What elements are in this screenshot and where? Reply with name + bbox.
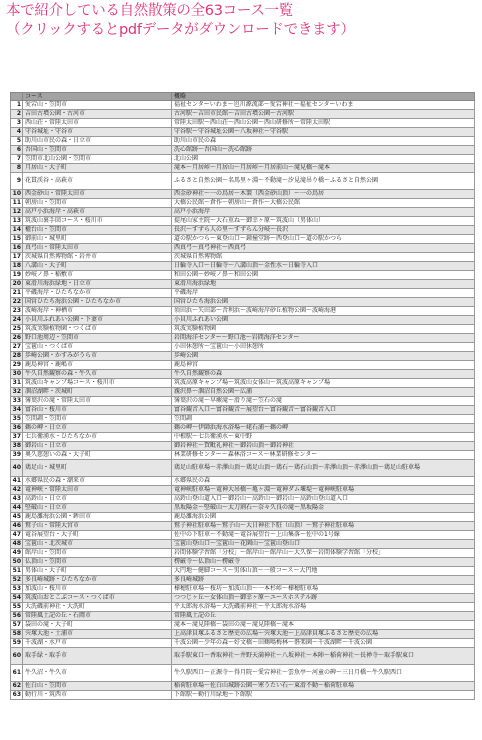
course-summary: 筑波実験植物園: [172, 325, 475, 334]
table-row[interactable]: [11, 146, 475, 155]
table-row[interactable]: [11, 128, 475, 137]
course-summary: 小貝川ふれあい公園: [172, 316, 475, 325]
table-row[interactable]: [11, 567, 475, 576]
table-row[interactable]: [11, 504, 475, 513]
table-row[interactable]: [11, 137, 475, 146]
course-number: 61: [11, 665, 23, 682]
course-summary: 平磯海岸: [172, 289, 475, 298]
table-row[interactable]: [11, 486, 475, 495]
course-summary: 上高津貝塚ふるさと歴史の広場〜宍塚大池〜上高津貝塚ふるさと歴史の広場: [172, 630, 475, 639]
table-row[interactable]: [11, 665, 475, 682]
course-number: 19: [11, 271, 23, 280]
course-name-link[interactable]: 堅破山・日立市: [23, 504, 172, 513]
course-name-link[interactable]: 真弓山・常陸太田市: [23, 244, 172, 253]
course-number: 57: [11, 621, 23, 630]
course-name-link[interactable]: 加波山・桜川市: [23, 585, 172, 594]
course-number: 41: [11, 477, 23, 486]
course-name-link[interactable]: 月居山・大子町: [23, 164, 172, 173]
course-number: 8: [11, 164, 23, 173]
course-summary: 鹿島神宮: [172, 361, 475, 370]
course-name-link[interactable]: 東滑川海浜緑地・日立市: [23, 280, 172, 289]
course-summary: 東滑川海浜緑地: [172, 280, 475, 289]
course-number: 4: [11, 128, 23, 137]
course-summary: 大円地〜健脚コース〜男体山頂〜一般コース〜大円地: [172, 567, 475, 576]
course-name-link[interactable]: 高鈴山・日立市: [23, 495, 172, 504]
course-name-link[interactable]: 筑波山おとこぶコース・つくば市: [23, 594, 172, 603]
table-row[interactable]: [11, 164, 475, 173]
course-summary: 須田浜〜矢田部〜舎利浜〜波崎海岸砂丘植物公園〜波崎海港: [172, 307, 475, 316]
table-row[interactable]: [11, 682, 475, 691]
course-number: 37: [11, 433, 23, 442]
course-number: 36: [11, 424, 23, 433]
table-row[interactable]: [11, 621, 475, 630]
course-number: 50: [11, 558, 23, 567]
course-name-link[interactable]: 妙岐ノ鼻・稲敷市: [23, 271, 172, 280]
table-row[interactable]: [11, 173, 475, 190]
course-summary: 牛久駅西口〜正源寺〜得月院〜愛宕神社〜雲魚亭〜河童の碑〜三日月橋〜牛久駅西口: [172, 665, 475, 682]
course-number: 53: [11, 585, 23, 594]
course-number: 9: [11, 173, 23, 190]
course-name-link[interactable]: 筑波山裏手回コース・桜川市: [23, 217, 172, 226]
course-summary: 助川山市民の森: [172, 137, 475, 146]
course-summary: 多良崎城跡: [172, 576, 475, 585]
course-summary: 高鈴山登山道入口〜御岩山〜高鈴山〜御岩山〜高鈴山登山道入口: [172, 495, 475, 504]
table-row[interactable]: [11, 691, 475, 700]
course-name-link[interactable]: 男体山・大子町: [23, 567, 172, 576]
course-number: 1: [11, 101, 23, 110]
course-summary: 鹿島灘海浜公園: [172, 513, 475, 522]
course-summary: 道の駅かつら〜東登山口〜鐘撞堂跡〜西登山口〜道の駅かつら: [172, 235, 475, 244]
course-number: 3: [11, 119, 23, 128]
course-summary: 林業研修センター〜森林浴コース〜林業研修センター: [172, 451, 475, 460]
table-row[interactable]: [11, 594, 475, 603]
course-summary: 洗心館跡〜吾国山〜洗心館跡: [172, 146, 475, 155]
table-row[interactable]: [11, 451, 475, 460]
course-name-link[interactable]: 牛久沼・牛久市: [23, 665, 172, 682]
header-course: コース: [23, 93, 172, 101]
table-row[interactable]: [11, 208, 475, 217]
course-number: 5: [11, 137, 23, 146]
course-number: 13: [11, 217, 23, 226]
table-row[interactable]: [11, 244, 475, 253]
table-row[interactable]: [11, 334, 475, 343]
course-name-link[interactable]: 朝房山・笠間市: [23, 199, 172, 208]
course-name-link[interactable]: 多良崎城跡・ひたちなか市: [23, 576, 172, 585]
course-summary: 西金砂神社〜一の鳥居〜木製（西金砂山頂）〜一の鳥居: [172, 190, 475, 199]
table-row[interactable]: [11, 155, 475, 164]
course-name-link[interactable]: 袋田の滝・大子町: [23, 621, 172, 630]
course-name-link[interactable]: 宝篋山・つくば市: [23, 343, 172, 352]
course-summary: 大橋公民館〜倉作〜朝房山〜倉作〜大橋公民館: [172, 199, 475, 208]
course-number: 26: [11, 334, 23, 343]
course-number: 63: [11, 691, 23, 700]
course-summary: 平太郎海水浴場〜大洗磯前神社〜平太郎海水浴場: [172, 603, 475, 612]
course-name-link[interactable]: 鷲子山・常陸大宮市: [23, 522, 172, 531]
course-name-link[interactable]: 仏頂山・笠間市: [23, 558, 172, 567]
table-row[interactable]: [11, 415, 475, 424]
course-number: 58: [11, 630, 23, 639]
course-summary: 鵜の岬〜伊師浜海水浴場〜姥石浦〜鵜の岬: [172, 424, 475, 433]
course-name-link[interactable]: 御前山・城里町: [23, 235, 172, 244]
page-title: [6, 2, 476, 40]
table-row[interactable]: [11, 226, 475, 235]
course-summary: 取手駅東口〜香取神社〜井野天満神社〜八坂神社〜本陣〜稲荷神社〜長禅寺〜取手駅東口: [172, 648, 475, 665]
course-name-link[interactable]: 簿葉沢の滝・常陸太田市: [23, 397, 172, 406]
course-number: 6: [11, 146, 23, 155]
course-summary: 黒坂陽金〜堅破山〜太刀割石〜奈々久良の滝〜黒坂陽金: [172, 504, 475, 513]
table-row[interactable]: [11, 576, 475, 585]
course-number: 32: [11, 388, 23, 397]
table-row[interactable]: [11, 630, 475, 639]
course-number: 45: [11, 513, 23, 522]
course-name-link[interactable]: 權台山・笠間市: [23, 226, 172, 235]
course-number: 27: [11, 343, 23, 352]
table-row[interactable]: [11, 460, 475, 477]
course-number: 20: [11, 280, 23, 289]
course-summary: 筑波高原キャンプ場〜筑波山女体山〜筑波高原キャンプ場: [172, 379, 475, 388]
course-number: 18: [11, 262, 23, 271]
course-summary: 高戸小浜海岸: [172, 208, 475, 217]
course-summary: 富谷観音入口〜富谷観音〜展望台〜富谷観音〜富谷観音入口: [172, 406, 475, 415]
table-row[interactable]: [11, 648, 475, 665]
course-summary: 千波公園〜少年の森〜好文橋〜田鶴鳴梅林〜偕楽園〜千波湖畔〜千波公園: [172, 639, 475, 648]
course-name-link[interactable]: 千波湖・水戸市: [23, 639, 172, 648]
course-name-link[interactable]: 鵜の岬・日立市: [23, 424, 172, 433]
course-number: 40: [11, 460, 23, 477]
course-summary: 笠間調: [172, 415, 475, 424]
course-number: 54: [11, 594, 23, 603]
course-name-link[interactable]: 高戸小浜海岸・高萩市: [23, 208, 172, 217]
course-summary: 佐中の下駐車〜不動滝〜竜谷展望台〜上山集落〜佐中の1号線: [172, 531, 475, 540]
course-name-link[interactable]: 取手緑・取手市: [23, 648, 172, 665]
course-name-link[interactable]: 動行川・筑西市: [23, 691, 172, 700]
course-name-link[interactable]: 佐白山・笠間市: [23, 682, 172, 691]
table-row[interactable]: [11, 612, 475, 621]
course-summary: 西真弓〜真弓神社〜西真弓: [172, 244, 475, 253]
course-number: 30: [11, 370, 23, 379]
course-name-link[interactable]: 八溝山・大子町: [23, 262, 172, 271]
table-row[interactable]: [11, 433, 475, 442]
course-summary: 古河駅〜吉田市民館〜吉田古墳公園〜古河駅: [172, 110, 475, 119]
course-number: 48: [11, 540, 23, 549]
course-number: 39: [11, 451, 23, 460]
course-number: 62: [11, 682, 23, 691]
table-row[interactable]: [11, 235, 475, 244]
course-name-link[interactable]: 吉田古墳公園・古河市: [23, 110, 172, 119]
course-summary: 岩間体験学習館「分校」〜館岸山〜館岸山〜大久保〜岩間体験学習館「分校」: [172, 549, 475, 558]
course-name-link[interactable]: 波崎海岸・神栖市: [23, 307, 172, 316]
table-row[interactable]: [11, 361, 475, 370]
course-name-link[interactable]: 笠間調・笠間市: [23, 415, 172, 424]
course-summary: 楞厳寺〜仏頂山〜楞厳寺: [172, 558, 475, 567]
course-summary: 簿葉沢の滝〜早蕨滝〜滑り滝〜笠石の滝: [172, 397, 475, 406]
course-name-link[interactable]: 笠間市北山公園・笠間市: [23, 155, 172, 164]
course-name-link[interactable]: 守谷城址・守谷市: [23, 128, 172, 137]
header-summary: 概略: [172, 93, 475, 101]
course-summary: 親沢鼻〜涸沼自然公園〜広浦: [172, 388, 475, 397]
table-row[interactable]: [11, 343, 475, 352]
course-name-link[interactable]: 常陸風土記の丘・石岡市: [23, 612, 172, 621]
table-row[interactable]: [11, 370, 475, 379]
table-row[interactable]: [11, 110, 475, 119]
course-number: 33: [11, 397, 23, 406]
course-summary: 岩間海洋センター〜野口池〜岩間海洋センター: [172, 334, 475, 343]
course-number: 46: [11, 522, 23, 531]
course-summary: 鷲子神社駐車場〜鷲子山〜大日神社下駐（山頂）〜鷲子神社駐車場: [172, 522, 475, 531]
course-name-link[interactable]: 御岩山・日立市: [23, 442, 172, 451]
course-number: 34: [11, 406, 23, 415]
course-number: 47: [11, 531, 23, 540]
course-number: 43: [11, 495, 23, 504]
course-number: 38: [11, 442, 23, 451]
course-number: 15: [11, 235, 23, 244]
header-number: [11, 93, 23, 101]
course-number: 28: [11, 352, 23, 361]
course-number: 31: [11, 379, 23, 388]
course-summary: 常陸風土記の丘: [172, 612, 475, 621]
course-summary: 福祉センターいわま〜岜川源流部〜愛宕神社〜福祉センターいわま: [172, 101, 475, 110]
course-number: 44: [11, 504, 23, 513]
course-name-link[interactable]: 愛宕山・笠間市: [23, 101, 172, 110]
course-number: 2: [11, 110, 23, 119]
course-summary: 中根駅〜七兵衛湧水〜東中野: [172, 433, 475, 442]
course-summary: 長沢〜すずら人の里〜すずらん分岐〜長沢: [172, 226, 475, 235]
course-name-link[interactable]: 鹿島灘海浜公園・鉾田市: [23, 513, 172, 522]
course-name-link[interactable]: 涸沼湖畔・茨城町: [23, 388, 172, 397]
table-row[interactable]: [11, 307, 475, 316]
course-name-link[interactable]: 牛久自然観察の森・牛久市: [23, 370, 172, 379]
course-number: 52: [11, 576, 23, 585]
course-number: 11: [11, 199, 23, 208]
course-name-link[interactable]: 茨城県自然博物館・岩井市: [23, 253, 172, 262]
table-row[interactable]: [11, 352, 475, 361]
table-row[interactable]: [11, 190, 475, 199]
course-number: 17: [11, 253, 23, 262]
course-name-link[interactable]: 鹿島神宮・鹿嶋市: [23, 361, 172, 370]
course-table: [10, 92, 475, 700]
course-number: 14: [11, 226, 23, 235]
table-row[interactable]: [11, 540, 475, 549]
course-summary: 国営ひたち海浜公園: [172, 298, 475, 307]
table-row[interactable]: [11, 558, 475, 567]
course-number: 51: [11, 567, 23, 576]
table-row[interactable]: [11, 442, 475, 451]
course-name-link[interactable]: 国営ひたち海浜公園・ひたちなか市: [23, 298, 172, 307]
course-name-link[interactable]: 奥久慈憩いの森・大子町: [23, 451, 172, 460]
table-row[interactable]: [11, 316, 475, 325]
course-summary: 滝本〜滝見陸橋〜袋田の滝〜滝見陸橋〜滝本: [172, 621, 475, 630]
course-summary: 竜神峡駐車場〜竜神大吊橋〜亀ヶ淵〜竜神ダム堰堤〜竜神峡駐車場: [172, 486, 475, 495]
course-summary: 常陸太田駅〜西山荘〜西山公園〜西山研修所〜常陸太田駅: [172, 119, 475, 128]
course-number: 60: [11, 648, 23, 665]
table-row[interactable]: [11, 271, 475, 280]
table-row[interactable]: [11, 639, 475, 648]
course-name-link[interactable]: 鶏足山・城里町: [23, 460, 172, 477]
course-summary: 小田休憩所〜宝篋山〜小田休憩所: [172, 343, 475, 352]
course-number: 21: [11, 289, 23, 298]
table-row[interactable]: [11, 101, 475, 110]
course-name-link[interactable]: 竜谷展望台・大子町: [23, 531, 172, 540]
course-name-link[interactable]: 竜神峡・常陸太田市: [23, 486, 172, 495]
table-row[interactable]: [11, 477, 475, 486]
course-number: 16: [11, 244, 23, 253]
course-summary: 宝篋山登山口〜宝篋山〜花園山〜宝篋山登山口: [172, 540, 475, 549]
course-number: 7: [11, 155, 23, 164]
course-name-link[interactable]: 花貫渓谷・高萩市: [23, 173, 172, 190]
course-summary: 牛久自然観察の森: [172, 370, 475, 379]
course-name-link[interactable]: 筑波実験植物園・つくば市: [23, 325, 172, 334]
table-row[interactable]: [11, 253, 475, 262]
table-header-row: [11, 93, 475, 101]
table-row[interactable]: [11, 424, 475, 433]
course-name-link[interactable]: 宍塚大池・土浦市: [23, 630, 172, 639]
table-body: [11, 101, 475, 700]
table-row[interactable]: [11, 522, 475, 531]
course-summary: 北山公園: [172, 155, 475, 164]
course-name-link[interactable]: 館岸山・笠間市: [23, 549, 172, 558]
course-number: 24: [11, 316, 23, 325]
course-summary: 茨城県自然博物館: [172, 253, 475, 262]
table-row[interactable]: [11, 262, 475, 271]
table-row[interactable]: [11, 199, 475, 208]
table-row[interactable]: [11, 406, 475, 415]
course-summary: 御岩神社〜賀毗礼神社〜御岩山頂〜御岩神社: [172, 442, 475, 451]
table-row[interactable]: [11, 388, 475, 397]
course-number: 59: [11, 639, 23, 648]
course-name-link[interactable]: 筑波山キャンプ場コース・桜川市: [23, 379, 172, 388]
table-row[interactable]: [11, 119, 475, 128]
course-name-link[interactable]: 平磯海岸・ひたちなか市: [23, 289, 172, 298]
course-name-link[interactable]: 吾国山・笠間市: [23, 146, 172, 155]
course-summary: 下館駅〜勤行川緑地〜下館駅: [172, 691, 475, 700]
table-row[interactable]: [11, 217, 475, 226]
course-name-link[interactable]: 大洗磯前神社・大洗町: [23, 603, 172, 612]
course-summary: 和田公園〜妙岐ノ鼻〜和田公園: [172, 271, 475, 280]
table-row[interactable]: [11, 603, 475, 612]
course-number: 22: [11, 298, 23, 307]
table-row[interactable]: [11, 379, 475, 388]
course-name-link[interactable]: 水郷県民の森・潮来市: [23, 477, 172, 486]
table-row[interactable]: [11, 549, 475, 558]
title-line-2: （クリックするとpdfデータがダウンロードできます）: [6, 22, 355, 38]
course-number: 56: [11, 612, 23, 621]
title-line-1: 本で紹介している自然散策の全63コース一覧: [6, 3, 293, 19]
course-summary: 日輪寺入口〜日輪寺〜八溝山頂〜金性水〜日輪寺入口: [172, 262, 475, 271]
course-summary: 歩崎公園: [172, 352, 475, 361]
table-row[interactable]: [11, 397, 475, 406]
table-row[interactable]: [11, 513, 475, 522]
table-row[interactable]: [11, 289, 475, 298]
course-number: 23: [11, 307, 23, 316]
table-row[interactable]: [11, 298, 475, 307]
course-summary: 鶏足山駐車場〜赤澤山頂〜鶏足山頂〜鶏石〜鶏石山頂〜赤澤山頂〜赤澤山頂〜鶏足山駐車場: [172, 460, 475, 477]
course-number: 12: [11, 208, 23, 217]
course-number: 35: [11, 415, 23, 424]
course-summary: 提尾山家主院〜大石重ね〜御幸ヶ原〜筑波山（男体山）: [172, 217, 475, 226]
table-row[interactable]: [11, 585, 475, 594]
course-name-link[interactable]: 西金砂山・常陸太田市: [23, 190, 172, 199]
course-summary: つつじヶ丘〜女体山頂〜御幸ヶ原〜ユースホステル跡: [172, 594, 475, 603]
table-row[interactable]: [11, 531, 475, 540]
course-name-link[interactable]: 助川山市民の森・日立市: [23, 137, 172, 146]
course-name-link[interactable]: 小貝川ふれあい公園・下妻市: [23, 316, 172, 325]
course-summary: 滝本〜月居峠〜月居山〜月居峠〜月居前山〜滝見橋〜滝本: [172, 164, 475, 173]
course-number: 10: [11, 190, 23, 199]
course-number: 25: [11, 325, 23, 334]
course-summary: 水郷県民の森: [172, 477, 475, 486]
course-name-link[interactable]: 富谷山・桜川市: [23, 406, 172, 415]
course-number: 55: [11, 603, 23, 612]
course-number: 49: [11, 549, 23, 558]
course-name-link[interactable]: 七兵衛湧水・ひたちなか市: [23, 433, 172, 442]
table-row[interactable]: [11, 495, 475, 504]
course-summary: ふるさと自然公園〜名馬里ヶ淵〜不動滝〜汐見滝吊り橋〜ふるさと自然公園: [172, 173, 475, 190]
course-name-link[interactable]: 宝篋山・北茨城市: [23, 540, 172, 549]
course-number: 42: [11, 486, 23, 495]
table-row[interactable]: [11, 325, 475, 334]
course-summary: 稲荷駐車場〜佐白山城跡公園〜寒うたい石〜東滑不動〜稲荷駐車場: [172, 682, 475, 691]
course-name-link[interactable]: 西山荘・常陸太田市: [23, 119, 172, 128]
course-summary: 守谷駅〜守谷城址公園〜八坂神社〜守谷駅: [172, 128, 475, 137]
course-number: 29: [11, 361, 23, 370]
course-name-link[interactable]: 歩崎公園・かすみがうら市: [23, 352, 172, 361]
course-name-link[interactable]: 野口池周辺・笠間市: [23, 334, 172, 343]
table-row[interactable]: [11, 280, 475, 289]
course-summary: 樺穂駐車場〜桜坊〜加波山頂〜一本杉峠〜樺穂駐車場: [172, 585, 475, 594]
